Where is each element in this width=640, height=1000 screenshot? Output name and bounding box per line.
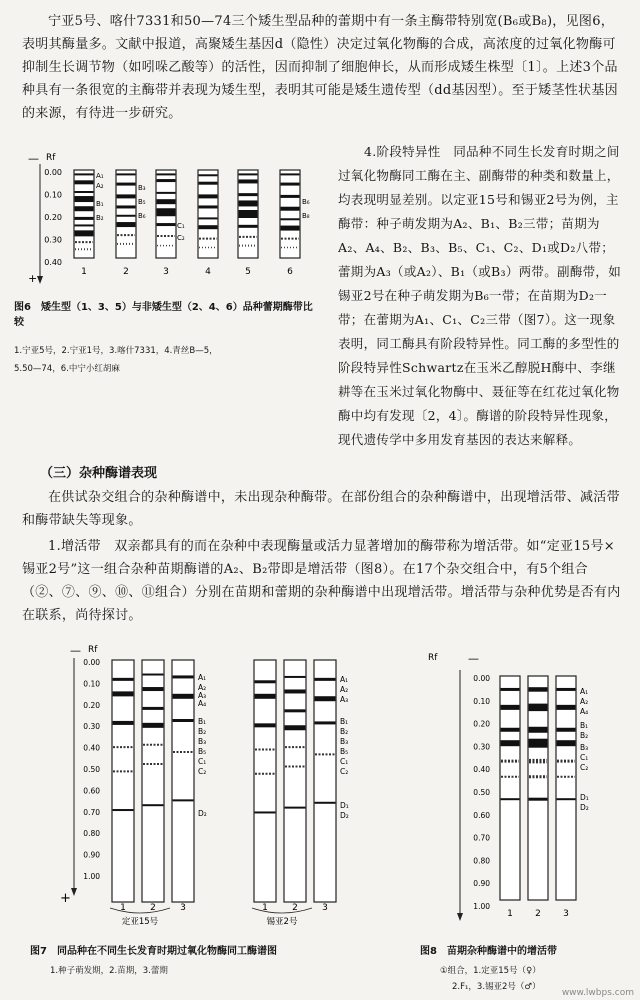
band-label: B₃ xyxy=(198,737,207,746)
band-label: A₂ xyxy=(340,685,349,694)
band-label: A₄ xyxy=(198,699,207,708)
svg-text:+: + xyxy=(60,891,71,906)
axis-tick-label: 0.70 xyxy=(83,807,100,817)
gel-band xyxy=(255,694,276,699)
axis-tick-label: 0.90 xyxy=(83,850,100,860)
gel-band xyxy=(199,217,218,219)
band-label: B₁ xyxy=(580,721,589,730)
axis-tick-label: 0.40 xyxy=(473,765,490,775)
gel-lane xyxy=(142,660,164,902)
gel-band xyxy=(281,173,300,175)
axis-tick-label: 1.00 xyxy=(473,902,490,911)
gel-band xyxy=(157,192,176,194)
fig7-caption: 图7 同品种在不同生长发育时期过氧化物酶同工酶谱图 xyxy=(30,946,277,957)
gel-band xyxy=(117,183,136,186)
band-label: B₆ xyxy=(138,212,146,220)
band-label: B₅ xyxy=(340,747,349,756)
gel-band xyxy=(113,809,134,811)
axis-tick-label: 0.00 xyxy=(473,674,490,683)
gel-band xyxy=(239,225,258,228)
gel-band xyxy=(285,676,306,678)
lane-number: 1 xyxy=(81,267,87,277)
lane-number: 3 xyxy=(322,903,328,913)
gel-band xyxy=(157,199,176,204)
band-label: B₂ xyxy=(198,727,207,736)
gel-lane xyxy=(284,660,306,902)
gel-band xyxy=(75,196,94,202)
gel-band xyxy=(557,740,576,746)
gel-band xyxy=(117,205,136,208)
lane-number: 2 xyxy=(150,903,156,913)
gel-band xyxy=(281,226,300,231)
fig7-group-a: 定亚15号 xyxy=(121,917,159,927)
gel-band xyxy=(157,179,176,182)
gel-band xyxy=(315,802,336,804)
axis-tick-label: 0.00 xyxy=(44,168,62,177)
lane-number: 3 xyxy=(563,909,569,919)
gel-band xyxy=(199,205,218,208)
gel-band xyxy=(117,194,136,198)
lane-number: 2 xyxy=(123,267,129,277)
gel-band xyxy=(529,739,548,748)
gel-band xyxy=(281,207,300,211)
axis-tick-label: 0.30 xyxy=(473,742,490,752)
gel-band xyxy=(501,705,520,710)
gel-band xyxy=(113,721,134,725)
gel-band xyxy=(199,194,218,198)
axis-tick-label: 0.10 xyxy=(473,696,490,706)
lane-number: 2 xyxy=(292,903,298,913)
gel-band xyxy=(315,721,336,724)
lane-number: 1 xyxy=(120,903,126,913)
band-label: C₂ xyxy=(340,767,349,776)
gel-band xyxy=(113,691,134,696)
figure-8-gel xyxy=(420,650,620,940)
band-label: B₈ xyxy=(302,212,310,220)
band-label: A₁ xyxy=(340,675,349,684)
gel-band xyxy=(75,206,94,211)
fig7-group-b: 锡亚2号 xyxy=(266,917,298,927)
band-label: A₄ xyxy=(580,707,589,716)
gel-band xyxy=(285,689,306,693)
axis-tick-label: 0.20 xyxy=(83,700,100,710)
gel-band xyxy=(173,799,194,801)
lane-number: 2 xyxy=(535,909,541,919)
svg-text:—: — xyxy=(70,644,81,657)
gel-band xyxy=(199,182,218,185)
gel-band xyxy=(117,215,136,217)
gel-band xyxy=(75,217,94,220)
band-label: B₁ xyxy=(340,717,349,726)
gel-band xyxy=(315,696,336,701)
gel-band xyxy=(143,723,164,728)
lane-number: 5 xyxy=(245,267,251,277)
gel-band xyxy=(557,705,576,710)
gel-band xyxy=(255,811,276,813)
gel-band xyxy=(285,807,306,809)
gel-band xyxy=(285,725,306,730)
gel-band xyxy=(199,174,218,176)
watermark-text: www.lwbps.com xyxy=(561,988,634,998)
band-label: A₃ xyxy=(340,695,349,704)
band-label: B₃ xyxy=(138,184,146,192)
fig7-axis-title: Rf xyxy=(88,645,98,655)
gel-band xyxy=(157,223,176,226)
gel-band xyxy=(529,687,548,692)
svg-text:—: — xyxy=(468,652,479,665)
band-label: C₁ xyxy=(177,222,185,230)
gel-band xyxy=(501,798,520,800)
gel-band xyxy=(157,173,176,175)
axis-tick-label: 0.60 xyxy=(473,810,490,820)
band-label: C₂ xyxy=(580,763,589,772)
gel-band xyxy=(281,183,300,186)
lane-number: 1 xyxy=(262,903,268,913)
svg-text:+: + xyxy=(28,272,38,285)
fig6-axis-title: Rf xyxy=(46,153,56,163)
axis-tick-label: 0.50 xyxy=(473,788,490,797)
gel-band xyxy=(255,723,276,727)
gel-band xyxy=(239,173,258,175)
gel-band xyxy=(501,688,520,691)
axis-tick-label: 0.10 xyxy=(83,679,100,689)
axis-tick-label: 0.60 xyxy=(83,786,100,796)
gel-band xyxy=(199,225,218,229)
axis-tick-label: 0.00 xyxy=(83,658,100,667)
band-label: C₂ xyxy=(177,234,185,242)
gel-band xyxy=(117,222,136,227)
axis-tick-label: 0.30 xyxy=(44,235,62,245)
axis-tick-label: 0.20 xyxy=(473,719,490,729)
gel-band xyxy=(239,200,258,206)
band-label: C₂ xyxy=(198,767,207,776)
band-label: D₂ xyxy=(340,811,349,820)
axis-tick-label: 0.10 xyxy=(44,190,62,200)
band-label: B₂ xyxy=(96,214,104,222)
gel-band xyxy=(501,728,520,732)
band-label: B₃ xyxy=(580,743,589,752)
axis-tick-label: 0.30 xyxy=(83,722,100,732)
paragraph-2: 4.阶段特异性 同品种不同生长发育时期之间过氧化物酶同工酶在主、副酶带的种类和数量上，均表现明显差别。以定亚15号和锡亚2号为例，主酶带：种子萌发期为A₂、B₁、B₂三带；苗期为A₂、A₄、B₂、B₃、B₅、C₁、C₂、D₁或D₂八带；蕾期为A₃（或A₂）、B₁（或B₃）两带。副酶带，如锡亚2号在种子萌发期为B₆一带；在苗期为D₂一带；在蕾期为A₁、C₁、C₂三带（图7）。这一现象表明，同工酶具有阶段特异性。同工酶的多型性的阶段特异性Schwartz在玉米乙醇脱H酶中、李继耕等在玉米过氧化物酶中、聂征等在红花过氧化物酶中均有发现〔2，4〕。酶谱的阶段特异性现象，现代遗传学中多用发育基因的表达来解释。 xyxy=(338,144,622,447)
fig6-note-2: 5.50—74，6.中宁小红胡麻 xyxy=(14,364,120,374)
gel-band xyxy=(143,804,164,806)
band-label: A₃ xyxy=(198,691,207,700)
gel-band xyxy=(529,727,548,733)
gel-band xyxy=(501,740,520,746)
axis-tick-label: 0.70 xyxy=(473,833,490,843)
band-label: B₂ xyxy=(580,731,589,740)
paragraph-4: 1.增活带 双亲都具有的而在杂种中表现酶量或活力显著增加的酶带称为增活带。如“定亚15号×锡亚2号”这一组合杂种苗期酶谱的A₂、B₂带即是增活带（图8）。在17个杂交组合中，有5个组合（②、⑦、⑨、⑩、⑪组合）分别在苗期和蕾期的杂种酶谱中出现增活带。增活带与杂种优势是否有内在联系，尚待探讨。 xyxy=(22,539,621,623)
gel-band xyxy=(239,193,258,196)
lane-number: 6 xyxy=(287,267,293,277)
gel-band xyxy=(143,707,164,710)
band-label: C₁ xyxy=(198,757,207,766)
axis-tick-label: 1.00 xyxy=(83,872,100,881)
fig6-caption: 图6 矮生型（1、3、5）与非矮生型（2、4、6）品种蕾期酶带比较 xyxy=(14,302,313,328)
gel-band xyxy=(143,687,164,691)
figure-7-gel xyxy=(30,640,360,940)
gel-band xyxy=(285,709,306,712)
band-label: A₂ xyxy=(198,683,207,692)
gel-band xyxy=(315,678,336,681)
fig8-caption: 图8 苗期杂种酶谱中的增活带 xyxy=(420,946,557,957)
band-label: D₂ xyxy=(198,809,207,818)
gel-band xyxy=(239,179,258,183)
gel-band xyxy=(157,208,176,216)
gel-band xyxy=(117,173,136,175)
band-label: A₂ xyxy=(580,697,589,706)
gel-band xyxy=(75,191,94,193)
axis-tick-label: 0.90 xyxy=(473,879,490,889)
section-heading-hybrid: （三）杂种酶谱表现 xyxy=(40,466,158,481)
axis-tick-label: 0.50 xyxy=(83,765,100,774)
band-label: A₁ xyxy=(580,687,589,696)
gel-band xyxy=(173,719,194,722)
gel-band xyxy=(75,224,94,226)
fig8-note-2: 2.F₁，3.锡亚2号（♂） xyxy=(452,982,541,992)
gel-band xyxy=(255,680,276,683)
gel-band xyxy=(75,173,94,175)
gel-band xyxy=(557,728,576,732)
svg-text:—: — xyxy=(28,152,39,165)
axis-tick-label: 0.80 xyxy=(83,829,100,839)
axis-tick-label: 0.40 xyxy=(44,258,62,267)
axis-tick-label: 0.20 xyxy=(44,213,62,222)
band-label: A₂ xyxy=(96,182,104,190)
band-label: C₁ xyxy=(580,753,589,762)
paragraph-3: 在供试杂交组合的杂种酶谱中，未出现杂种酶带。在部份组合的杂种酶谱中，出现增活带、减活带和酶带缺失等现象。 xyxy=(22,490,620,528)
gel-band xyxy=(281,218,300,220)
fig6-note-1: 1.宁亚5号，2.宁亚1号，3.喀什7331，4.青丝B—5， xyxy=(14,346,218,356)
gel-band xyxy=(75,180,94,184)
axis-tick-label: 0.40 xyxy=(83,743,100,753)
band-label: B₅ xyxy=(198,747,207,756)
lane-number: 3 xyxy=(180,903,186,913)
gel-band xyxy=(239,210,258,218)
lane-number: 3 xyxy=(163,267,169,277)
band-label: B₅ xyxy=(138,198,146,206)
fig7-note: 1.种子萌发期，2.苗期，3.蕾期 xyxy=(50,966,168,976)
gel-band xyxy=(281,195,300,198)
gel-band xyxy=(173,694,194,699)
gel-band xyxy=(143,674,164,676)
band-label: B₆ xyxy=(302,198,310,206)
fig8-note-1: ①组合，1.定亚15号（♀） xyxy=(440,966,541,976)
gel-band xyxy=(557,688,576,691)
band-label: C₁ xyxy=(340,757,349,766)
band-label: A₁ xyxy=(96,172,104,180)
band-label: B₂ xyxy=(340,727,349,736)
band-label: D₁ xyxy=(580,793,589,802)
lane-number: 4 xyxy=(205,267,211,277)
gel-band xyxy=(173,675,194,678)
gel-band xyxy=(75,230,94,236)
band-label: B₃ xyxy=(340,737,349,746)
gel-band xyxy=(557,798,576,800)
band-label: B₁ xyxy=(96,200,104,208)
paragraph-1: 宁亚5号、喀什7331和50—74三个矮生型品种的蕾期中有一条主酶带特别宽(B₆或B₈)，见图6，表明其酶量多。文献中报道，高聚矮生基因d（隐性）决定过氧化物酶的合成，高浓度的过氧化物酶可抑制生长调节物（如吲哚乙酸等）的活性，因而抑制了细胞伸长，从而形成矮生株型〔1〕。上述3个品种具有一条很宽的主酶带并表现为矮生型，表明其可能是矮生遗传型（dd基因型）。至于矮茎性状基因的来源，有待进一步研究。 xyxy=(22,14,618,121)
band-label: A₁ xyxy=(198,673,207,682)
gel-band xyxy=(529,798,548,801)
figure-6-gel xyxy=(14,150,324,290)
band-label: D₁ xyxy=(340,801,349,810)
gel-band xyxy=(529,704,548,712)
band-label: D₂ xyxy=(580,803,589,812)
band-label: B₁ xyxy=(198,717,207,726)
fig8-axis-title: Rf xyxy=(428,653,438,663)
lane-number: 1 xyxy=(507,909,513,919)
gel-band xyxy=(113,678,134,681)
axis-tick-label: 0.80 xyxy=(473,856,490,866)
